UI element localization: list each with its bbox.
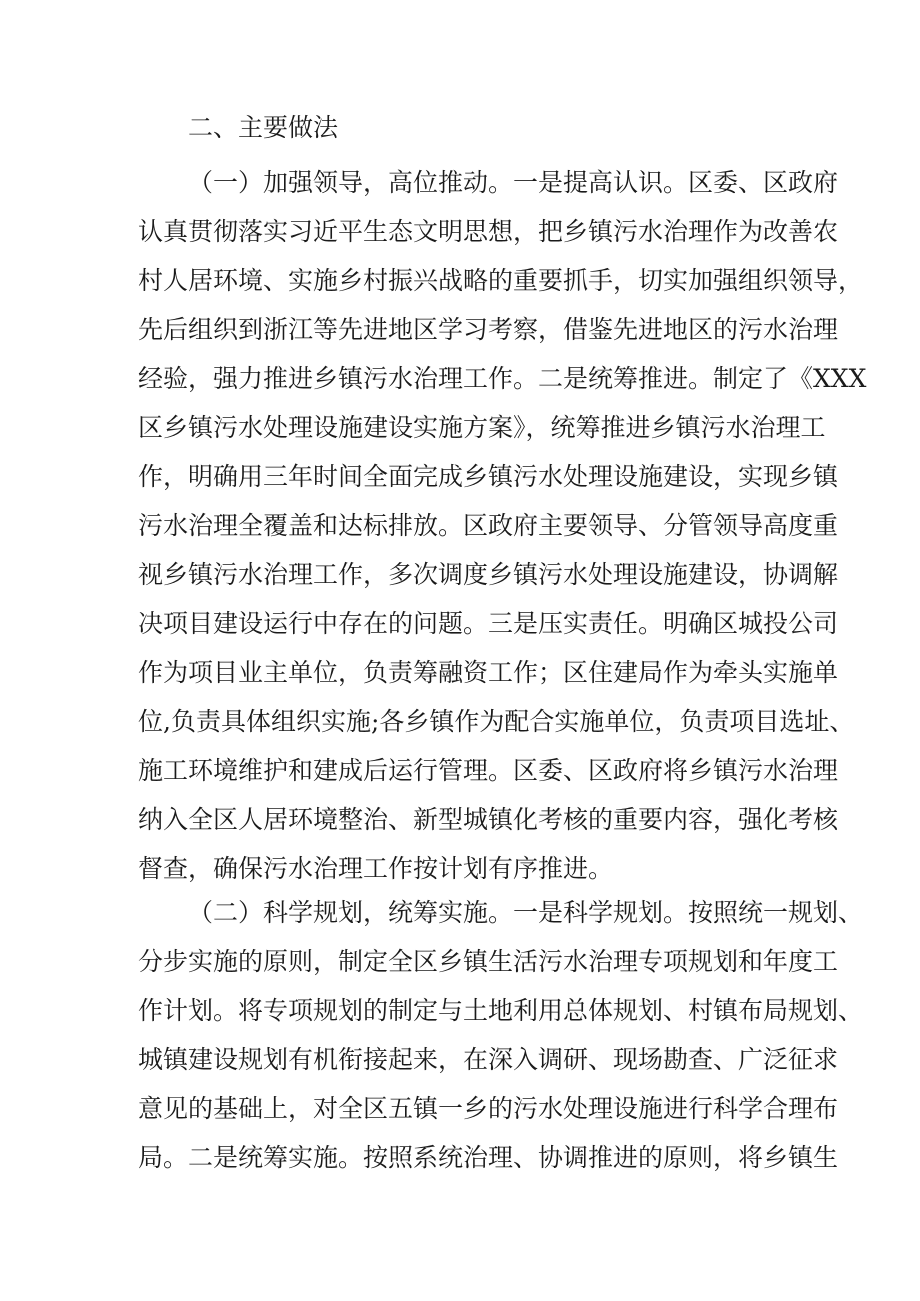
paragraph-planning — [138, 888, 864, 1182]
paragraph-line: 经验，强力推进乡镇污水治理工作。二是统筹推进。制定了《XXX — [138, 364, 867, 393]
paragraph-leadership — [138, 158, 867, 893]
paragraph-line: 城镇建设规划有机衔接起来，在深入调研、现场勘查、广泛征求 — [138, 1045, 839, 1074]
paragraph-line: 分步实施的原则，制定全区乡镇生活污水治理专项规划和年度工 — [138, 947, 839, 976]
section-heading: 二、主要做法 — [188, 113, 339, 142]
paragraph-line: 作计划。将专项规划的制定与土地利用总体规划、村镇布局规划、 — [138, 996, 864, 1025]
paragraph-line: （一）加强领导，高位推动。一是提高认识。区委、区政府 — [188, 168, 839, 197]
paragraph-line: 作，明确用三年时间全面完成乡镇污水处理设施建设，实现乡镇 — [138, 462, 839, 491]
paragraph-line: 决项目建设运行中存在的问题。三是压实责任。明确区城投公司 — [138, 609, 839, 638]
paragraph-line: 认真贯彻落实习近平生态文明思想，把乡镇污水治理作为改善农 — [138, 217, 839, 246]
paragraph-line: 意见的基础上，对全区五镇一乡的污水处理设施进行科学合理布 — [138, 1094, 839, 1123]
paragraph-line: （二）科学规划，统筹实施。一是科学规划。按照统一规划、 — [188, 898, 864, 927]
paragraph-line: 作为项目业主单位，负责筹融资工作；区住建局作为牵头实施单 — [138, 658, 839, 687]
paragraph-line: 区乡镇污水处理设施建设实施方案》，统筹推进乡镇污水治理工 — [138, 413, 826, 442]
paragraph-line: 视乡镇污水治理工作，多次调度乡镇污水处理设施建设，协调解 — [138, 560, 839, 589]
paragraph-line: 施工环境维护和建成后运行管理。区委、区政府将乡镇污水治理 — [138, 756, 839, 785]
paragraph-line: 位,负责具体组织实施;各乡镇作为配合实施单位，负责项目选址、 — [138, 707, 855, 736]
paragraph-line: 局。二是统筹实施。按照系统治理、协调推进的原则，将乡镇生 — [138, 1143, 839, 1172]
paragraph-line: 督查，确保污水治理工作按计划有序推进。 — [138, 854, 614, 883]
paragraph-line: 污水治理全覆盖和达标排放。区政府主要领导、分管领导高度重 — [138, 511, 839, 540]
paragraph-line: 村人居环境、实施乡村振兴战略的重要抓手，切实加强组织领导， — [138, 266, 864, 295]
paragraph-line: 先后组织到浙江等先进地区学习考察，借鉴先进地区的污水治理 — [138, 315, 839, 344]
paragraph-line: 纳入全区人居环境整治、新型城镇化考核的重要内容，强化考核 — [138, 805, 839, 834]
